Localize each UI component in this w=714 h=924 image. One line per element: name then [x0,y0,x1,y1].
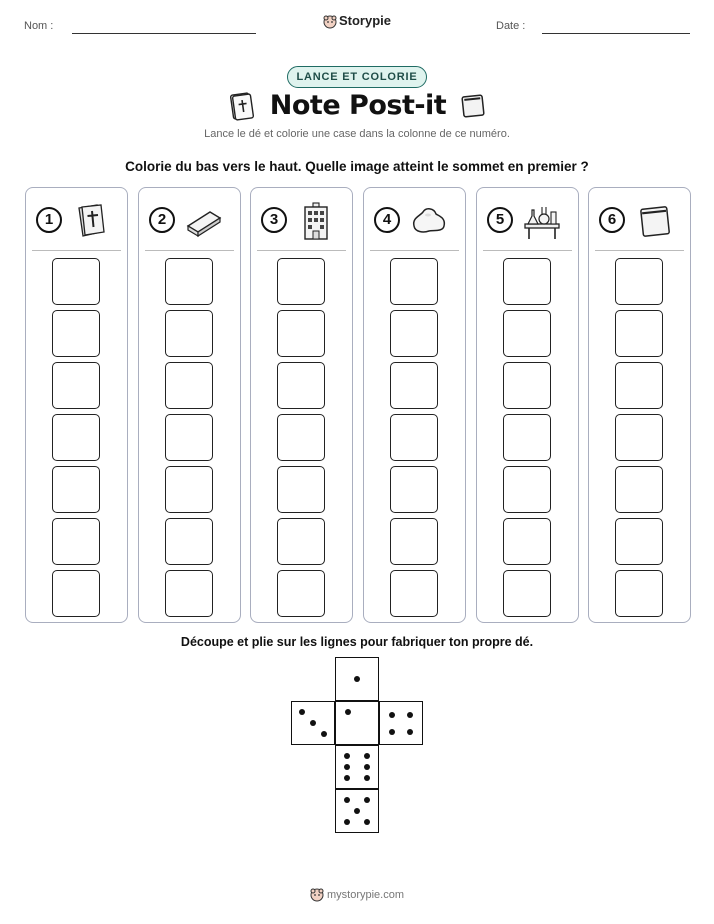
column-6 [588,187,691,623]
color-cell[interactable] [503,570,551,617]
color-cell[interactable] [52,258,100,305]
dice-pip [364,819,370,825]
brand-name: Storypie [338,13,391,28]
color-cell[interactable] [503,518,551,565]
title-row [0,90,714,121]
color-cell[interactable] [503,414,551,461]
dice-pip [344,753,350,759]
dice-pip [299,709,305,715]
color-cell[interactable] [390,310,438,357]
dice-pip [389,712,395,718]
column-number: 2 [149,207,175,233]
color-cell[interactable] [52,362,100,409]
dice-face-center[interactable] [335,701,379,745]
dice-face-top[interactable] [335,657,379,701]
color-cell[interactable] [615,362,663,409]
dice-pip [364,797,370,803]
storypie-logo-icon [310,888,324,902]
color-cell[interactable] [277,570,325,617]
color-cell[interactable] [503,258,551,305]
name-line[interactable] [72,33,256,34]
color-cell[interactable] [165,362,213,409]
color-cell[interactable] [390,414,438,461]
column-divider [257,250,346,251]
column-5 [476,187,579,623]
color-cell[interactable] [390,570,438,617]
date-label: Date : [496,20,526,32]
color-cell[interactable] [165,310,213,357]
bible-book-icon [71,202,111,240]
dice-pip [407,712,413,718]
column-4 [363,187,466,623]
color-cell[interactable] [503,362,551,409]
lab-table-icon [522,202,562,240]
column-divider [483,250,572,251]
color-cell[interactable] [277,310,325,357]
color-cell[interactable] [390,258,438,305]
dice-face-bottom-1[interactable] [335,745,379,789]
column-3 [250,187,353,623]
color-cell[interactable] [277,518,325,565]
column-number: 6 [599,207,625,233]
footer [0,888,714,902]
color-cell[interactable] [52,518,100,565]
color-cell[interactable] [277,258,325,305]
dice-face-left[interactable] [291,701,335,745]
brand [0,13,714,29]
column-divider [145,250,234,251]
column-2 [138,187,241,623]
color-cell[interactable] [390,466,438,513]
sticky-note-icon [460,93,486,119]
color-cell[interactable] [277,414,325,461]
color-cell[interactable] [615,310,663,357]
dice-pip [364,775,370,781]
page-title: Note Post-it [269,90,447,121]
dice-pip [344,775,350,781]
dice-pip [345,709,351,715]
color-cell[interactable] [52,570,100,617]
dice-pip [354,808,360,814]
color-cell[interactable] [165,518,213,565]
color-cell[interactable] [615,414,663,461]
color-cell[interactable] [503,310,551,357]
dice-pip [354,676,360,682]
footer-url[interactable]: mystorypie.com [326,888,405,901]
eraser-icon [184,202,224,240]
storypie-logo-icon [323,15,337,29]
column-1 [25,187,128,623]
color-cell[interactable] [277,466,325,513]
color-cell[interactable] [165,570,213,617]
instruction: Colorie du bas vers le haut. Quelle image atteint le sommet en premier ? [125,159,589,174]
dice-instruction: Découpe et plie sur les lignes pour fabriquer ton propre dé. [180,635,534,649]
building-icon [296,202,336,240]
dice-pip [310,720,316,726]
color-cell[interactable] [390,518,438,565]
color-cell[interactable] [165,466,213,513]
dice-pip [364,753,370,759]
sticky-note-icon [634,202,674,240]
column-divider [370,250,459,251]
color-cell[interactable] [615,258,663,305]
activity-badge: LANCE ET COLORIE [287,66,428,88]
color-cell[interactable] [165,414,213,461]
dice-pip [344,764,350,770]
name-label: Nom : [24,20,54,32]
color-cell[interactable] [615,518,663,565]
dice-pip [321,731,327,737]
dice-pip [407,729,413,735]
dice-pip [389,729,395,735]
column-divider [595,250,684,251]
bible-book-icon [228,91,256,121]
column-number: 5 [487,207,513,233]
color-cell[interactable] [52,466,100,513]
dice-pip [344,797,350,803]
subtitle: Lance le dé et colorie une case dans la colonne de ce numéro. [204,128,510,140]
dice-pip [344,819,350,825]
column-number: 1 [36,207,62,233]
color-cell[interactable] [615,570,663,617]
column-number: 3 [261,207,287,233]
color-cell[interactable] [390,362,438,409]
column-divider [32,250,121,251]
color-cell[interactable] [165,258,213,305]
column-number: 4 [374,207,400,233]
dice-face-right[interactable] [379,701,423,745]
color-cell[interactable] [52,310,100,357]
color-cell[interactable] [503,466,551,513]
slime-blob-icon [409,202,449,240]
dice-pip [364,764,370,770]
color-cell[interactable] [277,362,325,409]
color-cell[interactable] [615,466,663,513]
dice-face-bottom-2[interactable] [335,789,379,833]
color-cell[interactable] [52,414,100,461]
date-line[interactable] [542,33,690,34]
